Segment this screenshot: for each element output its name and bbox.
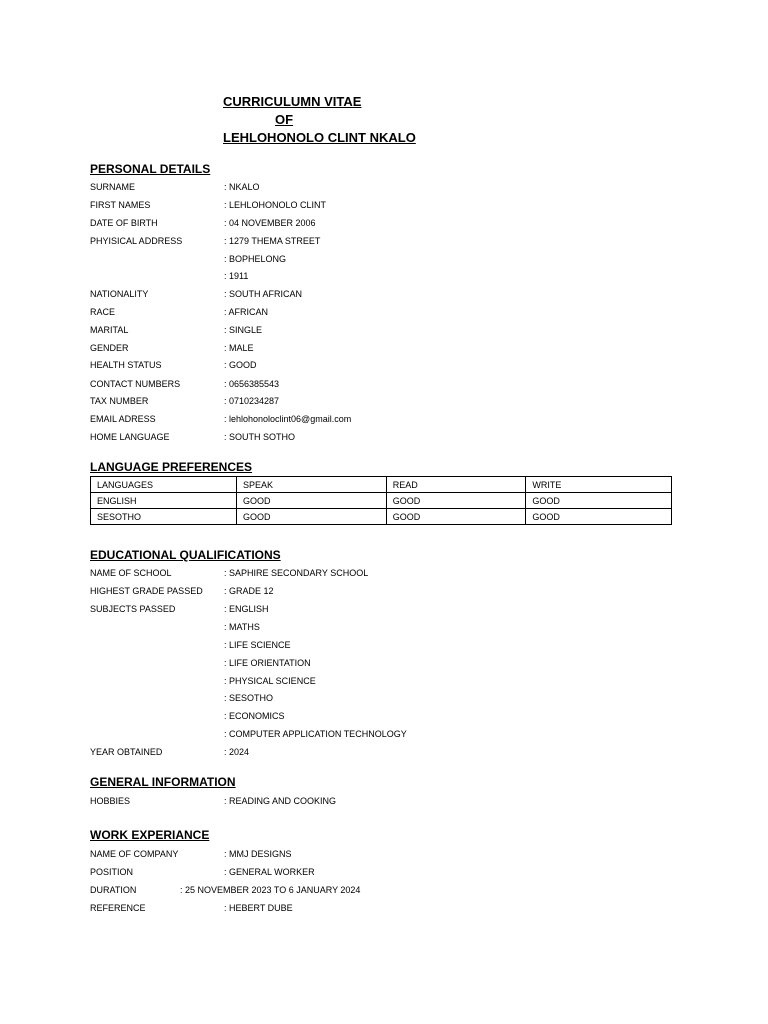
field-label: TAX NUMBER [90, 396, 149, 406]
table-header-cell: LANGUAGES [91, 477, 237, 493]
field-label: GENDER [90, 343, 129, 353]
field-value: : GOOD [224, 360, 257, 370]
table-cell: GOOD [386, 493, 526, 509]
education-row-subject [90, 637, 690, 653]
education-row-subject [90, 726, 690, 742]
table-cell: SESOTHO [91, 509, 237, 525]
education-row-subjects [90, 601, 690, 617]
document-title-name: LEHLOHONOLO CLINT NKALO [223, 130, 416, 145]
field-label: NAME OF COMPANY [90, 849, 179, 859]
language-preferences-heading: LANGUAGE PREFERENCES [90, 460, 253, 474]
personal-row-surname [90, 179, 690, 195]
field-label: DURATION [90, 885, 137, 895]
personal-details-heading: PERSONAL DETAILS [90, 162, 211, 176]
field-label: HOBBIES [90, 796, 131, 806]
field-label: RACE [90, 307, 116, 317]
field-value: : ENGLISH [224, 604, 269, 614]
field-value: : SINGLE [224, 325, 263, 335]
general-information-heading: GENERAL INFORMATION [90, 775, 236, 789]
field-value: : SOUTH SOTHO [224, 432, 296, 442]
education-heading: EDUCATIONAL QUALIFICATIONS [90, 548, 281, 562]
table-header-cell: READ [386, 477, 526, 493]
table-header-cell: WRITE [526, 477, 672, 493]
table-row [91, 509, 672, 525]
personal-row-contact-numbers [90, 376, 690, 392]
personal-row-gender [90, 340, 690, 356]
work-experience-heading: WORK EXPERIANCE [90, 828, 210, 842]
field-value: : BOPHELONG [224, 254, 287, 264]
table-cell: ENGLISH [91, 493, 237, 509]
education-row-year [90, 744, 690, 760]
document-title-of: OF [275, 112, 294, 127]
table-cell: GOOD [386, 509, 526, 525]
field-label: MARITAL [90, 325, 129, 335]
field-value: : LIFE SCIENCE [224, 640, 291, 650]
field-value: : SAPHIRE SECONDARY SCHOOL [224, 568, 369, 578]
table-header-cell: SPEAK [237, 477, 387, 493]
personal-row-first-names [90, 197, 690, 213]
table-row [91, 493, 672, 509]
field-label: POSITION [90, 867, 134, 877]
field-value: : NKALO [224, 182, 260, 192]
field-value: : 0656385543 [224, 379, 280, 389]
field-value: : READING AND COOKING [224, 796, 337, 806]
personal-row-date-of-birth [90, 215, 690, 231]
field-label: YEAR OBTAINED [90, 747, 163, 757]
field-label: HEALTH STATUS [90, 360, 162, 370]
field-value: : COMPUTER APPLICATION TECHNOLOGY [224, 729, 407, 739]
personal-row-nationality [90, 286, 690, 302]
table-cell: GOOD [526, 493, 672, 509]
education-row-grade [90, 583, 690, 599]
field-value: : AFRICAN [224, 307, 269, 317]
education-row-subject [90, 619, 690, 635]
personal-row-health-status [90, 357, 690, 373]
field-value: : LIFE ORIENTATION [224, 658, 311, 668]
field-value: : GENERAL WORKER [224, 867, 315, 877]
education-row-subject [90, 655, 690, 671]
personal-row-address [90, 233, 690, 249]
field-value: : 25 NOVEMBER 2023 TO 6 JANUARY 2024 [180, 885, 361, 895]
table-cell: GOOD [526, 509, 672, 525]
table-header-row [91, 477, 672, 493]
field-value: : GRADE 12 [224, 586, 274, 596]
field-value: : HEBERT DUBE [224, 903, 293, 913]
work-row-reference [90, 900, 690, 916]
general-row-hobbies [90, 793, 690, 809]
field-value: : MMJ DESIGNS [224, 849, 292, 859]
field-label: EMAIL ADRESS [90, 414, 156, 424]
table-cell: GOOD [237, 509, 387, 525]
personal-row-address-3 [90, 268, 690, 284]
field-label: DATE OF BIRTH [90, 218, 158, 228]
field-value: : MATHS [224, 622, 260, 632]
personal-row-race [90, 304, 690, 320]
document-title: CURRICULUMN VITAE [223, 94, 362, 109]
field-value: : ECONOMICS [224, 711, 285, 721]
personal-row-home-language [90, 429, 690, 445]
field-label: CONTACT NUMBERS [90, 379, 181, 389]
field-label: REFERENCE [90, 903, 146, 913]
field-value: : MALE [224, 343, 254, 353]
field-label: PHYISICAL ADDRESS [90, 236, 183, 246]
education-row-subject [90, 673, 690, 689]
work-row-company [90, 846, 690, 862]
field-value: : LEHLOHONOLO CLINT [224, 200, 327, 210]
language-table [90, 476, 672, 525]
field-label: NATIONALITY [90, 289, 149, 299]
education-row-subject [90, 708, 690, 724]
field-value: : lehlohonoloclint06@gmail.com [224, 414, 352, 424]
personal-row-marital [90, 322, 690, 338]
field-label: HIGHEST GRADE PASSED [90, 586, 203, 596]
field-value: : 0710234287 [224, 396, 280, 406]
personal-row-address-2 [90, 251, 690, 267]
work-row-position [90, 864, 690, 880]
field-label: SUBJECTS PASSED [90, 604, 176, 614]
field-label: NAME OF SCHOOL [90, 568, 172, 578]
field-label: HOME LANGUAGE [90, 432, 170, 442]
personal-row-email [90, 411, 690, 427]
field-value: : 1279 THEMA STREET [224, 236, 321, 246]
education-row-subject [90, 690, 690, 706]
education-row-school [90, 565, 690, 581]
field-value: : 04 NOVEMBER 2006 [224, 218, 316, 228]
work-row-duration [90, 882, 690, 898]
field-label: SURNAME [90, 182, 136, 192]
field-label: FIRST NAMES [90, 200, 151, 210]
field-value: : 1911 [224, 271, 249, 281]
field-value: : SOUTH AFRICAN [224, 289, 303, 299]
personal-row-tax-number [90, 393, 690, 409]
field-value: : SESOTHO [224, 693, 274, 703]
field-value: : PHYSICAL SCIENCE [224, 676, 316, 686]
table-cell: GOOD [237, 493, 387, 509]
field-value: : 2024 [224, 747, 250, 757]
